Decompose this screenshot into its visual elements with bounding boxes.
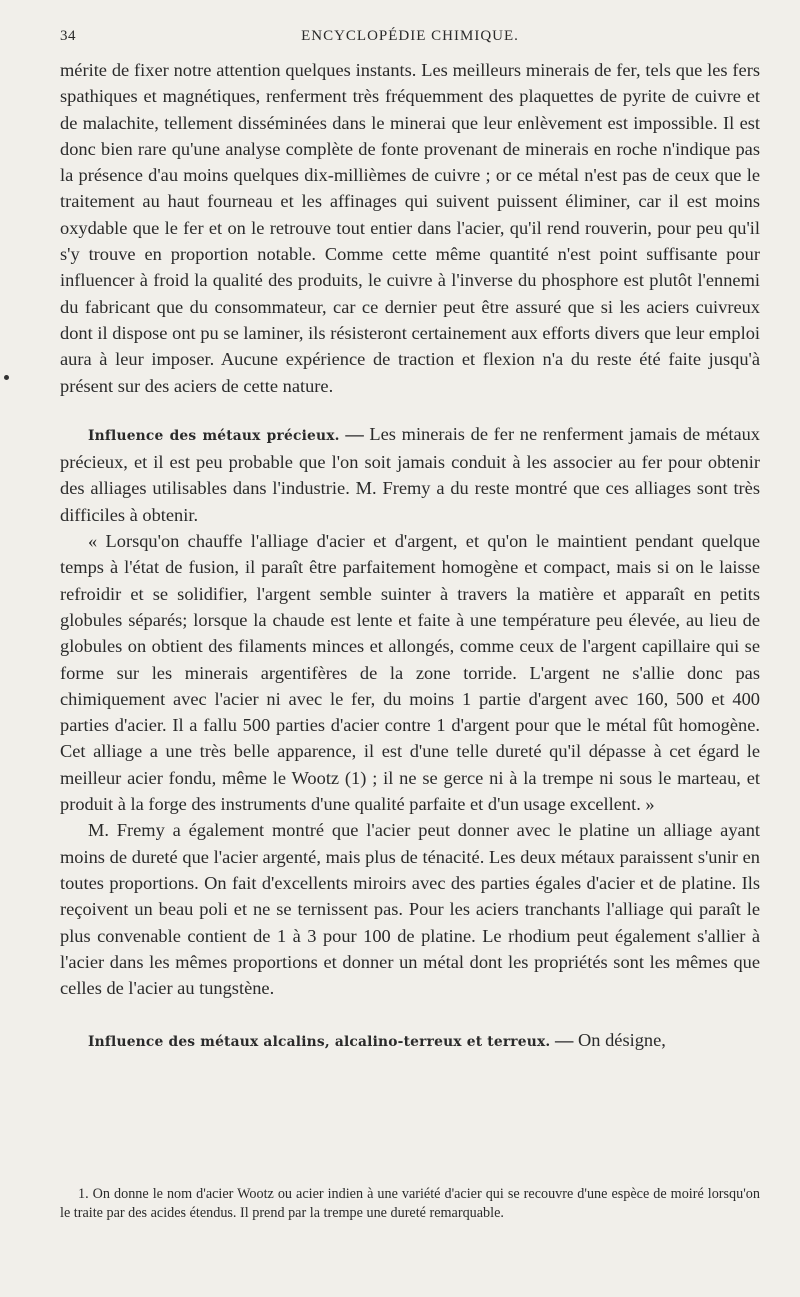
heading-dash: — bbox=[339, 423, 370, 444]
paragraph-quote-fremy: « Lorsqu'on chauffe l'alliage d'acier et d'argent, et qu'on le maintient pendant quelque temps à l'état de fusion, il paraît être parfaitement homogène et compact, mais si on le laisse refroidir et se solidifier, l'argent semble suinter à travers la matière et apparaît en petits globules séparés; lorsque la chaude est lente et faite à une température peu élevée, au lieu de globules on obtient des filaments minces et allongés, comme ceux de l'argent capillaire qui se forme sur les minerais argentifères de la zone torride. L'argent ne s'allie donc pas chimiquement avec l'acier ni avec le fer, du moins 1 partie d'argent avec 160, 500 et 400 parties d'acier. Il a fallu 500 parties d'acier contre 1 d'argent pour que le métal fût homogène. Cet alliage a une très belle apparence, il est d'une telle dureté qu'il dépasse à cet égard le meilleur acier fondu, même le Wootz (1) ; il ne se gerce ni à la trempe ni sous le marteau, et produit à la forge des instruments d'une qualité parfaite et d'un usage excellent. » bbox=[60, 531, 760, 815]
running-title: ENCYCLOPÉDIE CHIMIQUE. bbox=[301, 28, 519, 44]
margin-mark bbox=[4, 375, 9, 380]
footnotes bbox=[60, 1185, 760, 1222]
paragraph-text: On désigne, bbox=[578, 1030, 666, 1051]
footnote-1: 1. On donne le nom d'acier Wootz ou acier indien à une variété d'acier qui se recouvre d'une espèce de moiré lorsqu'on le traite par des acides étendus. Il prend par la trempe une dureté remarquable. bbox=[60, 1186, 760, 1221]
section-heading-alkaline-metals: Influence des métaux alcalins, alcalino-terreux et terreux. bbox=[88, 1034, 551, 1051]
paragraph-alkaline-metals bbox=[60, 1027, 760, 1055]
paragraph-platinum: M. Fremy a également montré que l'acier peut donner avec le platine un alliage ayant moins de dureté que l'acier argenté, mais plus de ténacité. Les deux métaux paraissent s'unir en toutes proportions. On fait d'excellents miroirs avec des parties égales d'acier et de platine. Ils reçoivent un beau poli et ne se ternissent pas. Pour les aciers tranchants l'alliage qui paraît le plus convenable contient de 1 à 3 pour 100 de platine. Le rhodium peut également s'allier à l'acier dans les mêmes proportions et donner un métal dont les propriétés sont les mêmes que celles de l'acier au tungstène. bbox=[60, 820, 760, 999]
spacer bbox=[60, 399, 760, 421]
paragraph-precious-metals bbox=[60, 421, 760, 528]
page-number: 34 bbox=[60, 28, 76, 44]
page-header bbox=[60, 20, 760, 50]
paragraph-text: Les minerais de fer ne renferment jamais de métaux précieux, et il est peu probable que l'on soit jamais conduit à les associer au fer pour obtenir des alliages utilisables dans l'industrie. M. Fremy a du reste montré que ces alliages sont très difficiles à obtenir. bbox=[60, 423, 760, 525]
paragraph-copper: mérite de fixer notre attention quelques instants. Les meilleurs minerais de fer, tels que les fers spathiques et magnétiques, renferment très fréquemment des plaquettes de pyrite de cuivre et de malachite, tellement disséminées dans le minerai que leur enlèvement est impossible. Il est donc bien rare qu'une analyse complète de fonte provenant de minerais en roche n'indique pas la présence d'au moins quelques dix-millièmes de cuivre ; or ce métal n'est pas de ceux que le traitement au haut fourneau et les affinages qui suivent puissent éliminer, car il est moins oxydable que le fer et on le retrouve tout entier dans l'acier, qu'il rend rouverin, pour peu qu'il s'y trouve en proportion notable. Comme cette même quantité n'est point suffisante pour influencer à froid la qualité des produits, le cuivre à l'inverse du phosphore est plutôt l'ennemi du fabricant que du consommateur, car ce dernier peut être assuré que si les aciers cuivreux dont il dispose ont pu se laminer, ils résisteront certainement aux efforts divers que leur emploi aura à leur imposer. Aucune expérience de traction et flexion n'a du reste été faite jusqu'à présent sur des aciers de cette nature. bbox=[60, 60, 760, 396]
heading-dash: — bbox=[550, 1030, 579, 1051]
section-heading-precious-metals: Influence des métaux précieux. bbox=[88, 427, 340, 444]
body-text bbox=[60, 57, 760, 1056]
spacer bbox=[60, 1001, 760, 1027]
